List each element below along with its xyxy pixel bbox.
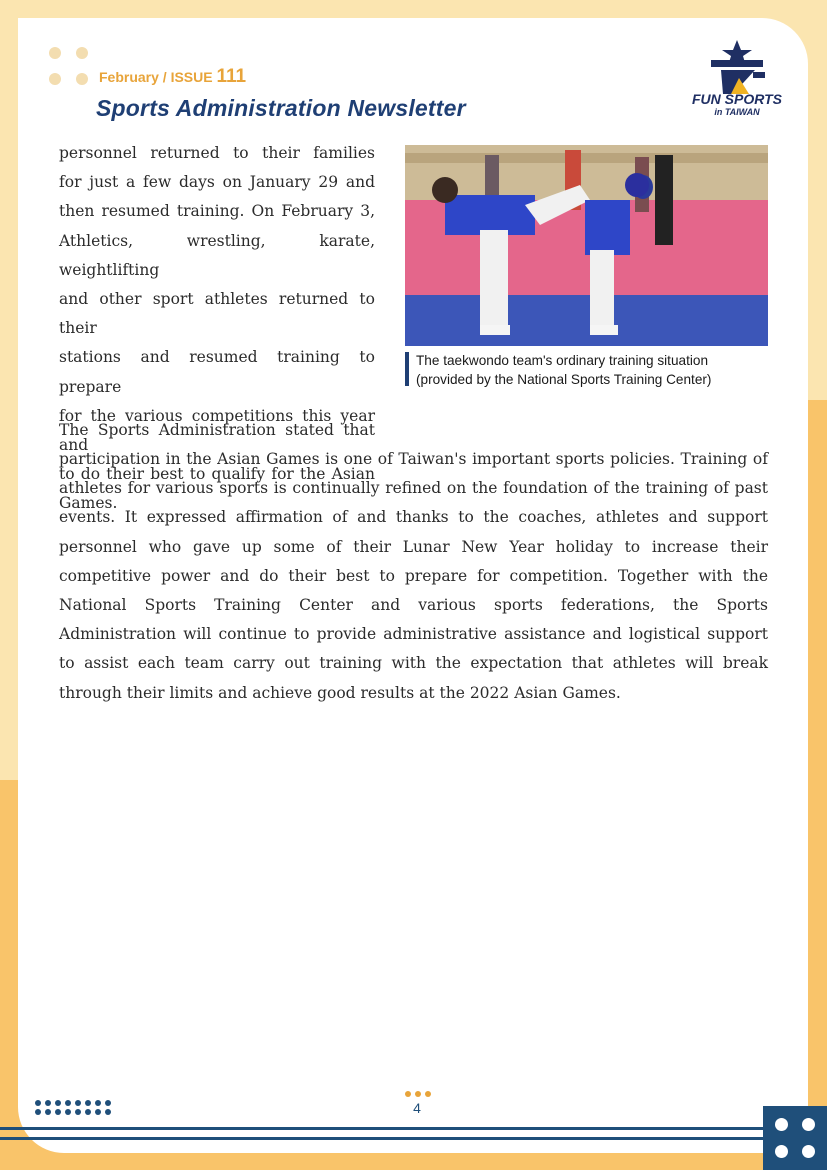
decor-corner-box [763,1106,827,1170]
issue-label [99,66,246,88]
star-logo-icon [683,38,791,98]
footer-line-2 [0,1137,763,1140]
fun-sports-logo [683,38,791,124]
caption-line-1: The taekwondo team's ordinary training situation [416,353,709,368]
page-number: 4 [413,1100,421,1116]
issue-number: 111 [216,66,247,87]
paragraph-line: and other sport athletes returned to their [59,290,375,338]
logo-line-1: FUN SPORTS [692,91,782,107]
newsletter-title: Sports Administration Newsletter [96,95,466,121]
paragraph-line: for the various competitions this year and [59,406,375,455]
paragraph-line: stations and resumed training to prepare [59,348,375,396]
paragraph-line: to do their best to qualify for the Asian [59,465,375,484]
paragraph-line: Games. [59,494,118,513]
article-paragraph-2-first-line: The Sports Administration stated that [59,421,375,439]
paragraph-line: for just a few days on January 29 and [59,173,375,192]
logo-line-2: in TAIWAN [714,107,760,117]
paragraph-line: personnel returned to their families [59,144,375,162]
paragraph-line: Athletics, wrestling, karate, weightlifting [59,231,375,279]
month-issue-text: February / ISSUE [99,69,213,85]
photo-caption [416,351,776,389]
caption-accent-bar [405,352,409,386]
photo-illustration [405,145,768,346]
article-paragraph-2: participation in the Asian Games is one of Taiwan's important sports policies. Training of athletes for various sports is continually refined on the foundation of the training of past events. It expressed affirmation of and thanks to the coaches, athletes and support personnel who gave up some of their Lunar New Year holiday to increase their competitive power and do their best to prepare for competition. Together with the National Sports Training Center and various sports federations, the Sports Administration will continue to provide administrative assistance and logistical support to assist each team carry out training with the expectation that athletes will break through their limits and achieve good results at the 2022 Asian Games. [59,450,768,702]
paragraph-line: then resumed training. On February 3, [59,202,375,221]
taekwondo-photo [405,145,768,346]
footer-line-1 [0,1127,763,1130]
caption-line-2: (provided by the National Sports Training Center) [416,372,712,387]
